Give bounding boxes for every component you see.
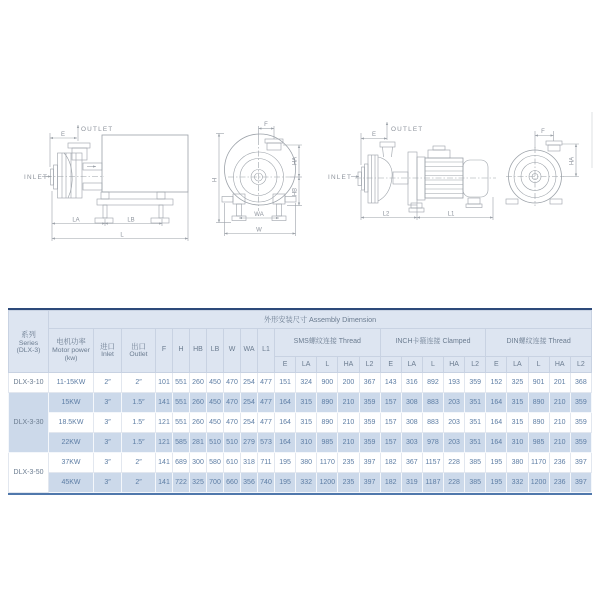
dim-label-e-right: E xyxy=(371,132,377,138)
outlet-label-right: OUTLET xyxy=(391,126,424,133)
table-cell: 351 xyxy=(465,413,486,433)
table-cell: 45KW xyxy=(49,473,94,493)
group-header-sms: SMS螺纹连接 Thread xyxy=(275,329,381,357)
table-cell: 3″ xyxy=(94,453,122,473)
table-cell: 203 xyxy=(444,433,465,453)
motor-power-header-cn: 电机功率 xyxy=(56,337,86,347)
table-cell: 228 xyxy=(444,453,465,473)
table-cell: 397 xyxy=(359,453,380,473)
table-cell: 151 xyxy=(275,373,296,393)
dim-label-lb: LB xyxy=(127,217,135,224)
table-cell: 1.5″ xyxy=(122,393,156,413)
table-cell: 978 xyxy=(422,433,443,453)
table-cell: 315 xyxy=(507,413,528,433)
table-cell: 3″ xyxy=(94,473,122,493)
table-cell: 397 xyxy=(570,473,591,493)
table-cell: 22KW xyxy=(49,433,94,453)
table-title: 外形安装尺寸 Assembly Dimension xyxy=(49,311,592,329)
table-cell: 260 xyxy=(190,413,207,433)
table-cell: 1170 xyxy=(317,453,338,473)
inlet-label-right: INLET xyxy=(328,174,353,181)
table-body xyxy=(9,373,592,493)
table-cell: 210 xyxy=(338,433,359,453)
table-cell: 164 xyxy=(275,393,296,413)
table-cell: 367 xyxy=(359,373,380,393)
table-cell: 1.5″ xyxy=(122,413,156,433)
dim-label-h: H xyxy=(212,177,219,183)
sub-col-header: HA xyxy=(549,357,570,373)
sub-col-header: L2 xyxy=(570,357,591,373)
table-cell: 892 xyxy=(422,373,443,393)
table-cell: 711 xyxy=(258,453,275,473)
inlet-header-cn: 进口 xyxy=(100,341,115,351)
table-cell: 210 xyxy=(549,413,570,433)
table-cell: 236 xyxy=(549,453,570,473)
outlet-header xyxy=(122,329,156,373)
table-cell: 660 xyxy=(224,473,241,493)
table-cell: 580 xyxy=(207,453,224,473)
table-cell: 477 xyxy=(258,413,275,433)
table-cell: 201 xyxy=(549,373,570,393)
outlet-label: OUTLET xyxy=(81,126,114,133)
table-cell: 210 xyxy=(338,393,359,413)
front-view-right xyxy=(506,112,592,206)
motor-power-header-sub: (kw) xyxy=(64,355,78,363)
table-cell: 164 xyxy=(486,433,507,453)
table-cell: 235 xyxy=(338,473,359,493)
table-cell: 397 xyxy=(359,473,380,493)
series-header-sub: (DLX-3) xyxy=(16,347,41,354)
table-cell: 121 xyxy=(156,433,173,453)
series-cell: DLX-3-50 xyxy=(9,453,49,493)
table-cell: 450 xyxy=(207,413,224,433)
dim-label-ha: HA xyxy=(292,156,299,166)
table-cell: 380 xyxy=(507,453,528,473)
table-cell: 11-15KW xyxy=(49,373,94,393)
table-cell: 193 xyxy=(444,373,465,393)
table-cell: 3″ xyxy=(94,393,122,413)
table-cell: 182 xyxy=(380,473,401,493)
assembly-dimension-table xyxy=(8,310,592,493)
table-cell: 316 xyxy=(401,373,422,393)
table-cell: 315 xyxy=(507,393,528,413)
table-cell: 359 xyxy=(570,413,591,433)
table-cell: 450 xyxy=(207,373,224,393)
table-cell: 722 xyxy=(173,473,190,493)
table-cell: 279 xyxy=(241,433,258,453)
dim-label-f: F xyxy=(264,122,268,128)
table-cell: 1.5″ xyxy=(122,433,156,453)
series-header-cn: 系列 xyxy=(21,330,36,339)
table-cell: 101 xyxy=(156,373,173,393)
sub-col-header: E xyxy=(380,357,401,373)
table-cell: 359 xyxy=(570,433,591,453)
table-cell: 551 xyxy=(173,373,190,393)
table-cell: 3″ xyxy=(94,433,122,453)
table-cell: 2″ xyxy=(122,453,156,473)
table-cell: 700 xyxy=(207,473,224,493)
table-cell: 890 xyxy=(528,393,549,413)
table-cell: 121 xyxy=(156,413,173,433)
motor-power-header xyxy=(49,329,94,373)
table-cell: 303 xyxy=(401,433,422,453)
table-cell: 1187 xyxy=(422,473,443,493)
dim-col-header-f: F xyxy=(156,329,173,373)
dim-col-header-h: H xyxy=(173,329,190,373)
table-cell: 470 xyxy=(224,413,241,433)
table-cell: 985 xyxy=(317,433,338,453)
dim-label-e: E xyxy=(60,132,66,138)
table-cell: 510 xyxy=(207,433,224,453)
table-cell: 315 xyxy=(296,413,317,433)
table-cell: 356 xyxy=(241,473,258,493)
series-header xyxy=(9,311,49,373)
sub-col-header: L xyxy=(317,357,338,373)
table-cell: 689 xyxy=(173,453,190,473)
table-cell: 210 xyxy=(549,433,570,453)
table-cell: 368 xyxy=(570,373,591,393)
table-cell: 210 xyxy=(338,413,359,433)
table-cell: 510 xyxy=(224,433,241,453)
sub-col-header: E xyxy=(486,357,507,373)
table-cell: 200 xyxy=(338,373,359,393)
sub-col-header: E xyxy=(275,357,296,373)
table-cell: 235 xyxy=(338,453,359,473)
table-cell: 310 xyxy=(296,433,317,453)
dim-label-wa: WA xyxy=(254,212,264,218)
sub-col-header: HA xyxy=(338,357,359,373)
sub-col-header: LA xyxy=(401,357,422,373)
sub-col-header: L xyxy=(528,357,549,373)
table-cell: 300 xyxy=(190,453,207,473)
table-cell: 397 xyxy=(570,453,591,473)
inlet-header-en: Inlet xyxy=(101,350,114,358)
table-cell: 477 xyxy=(258,393,275,413)
table-cell: 254 xyxy=(241,413,258,433)
table-cell: 1200 xyxy=(317,473,338,493)
dim-label-l1: L1 xyxy=(447,211,455,218)
dim-label-la: LA xyxy=(72,217,80,224)
inlet-header xyxy=(94,329,122,373)
dim-label-ha-right: HA xyxy=(569,156,576,166)
table-cell: 310 xyxy=(507,433,528,453)
table-cell: 260 xyxy=(190,373,207,393)
table-cell: 195 xyxy=(275,473,296,493)
table-cell: 164 xyxy=(275,433,296,453)
dim-label-hb: HB xyxy=(292,187,299,197)
table-cell: 203 xyxy=(444,413,465,433)
series-cell: DLX-3-30 xyxy=(9,393,49,453)
table-cell: 551 xyxy=(173,413,190,433)
table-cell: 325 xyxy=(507,373,528,393)
table-cell: 182 xyxy=(380,453,401,473)
table-cell: 900 xyxy=(317,373,338,393)
table-cell: 260 xyxy=(190,393,207,413)
table-cell: 203 xyxy=(444,393,465,413)
table-cell: 890 xyxy=(317,413,338,433)
table-cell: 254 xyxy=(241,373,258,393)
table-cell: 380 xyxy=(296,453,317,473)
table-cell: 157 xyxy=(380,433,401,453)
table-cell: 157 xyxy=(380,393,401,413)
table-cell: 1200 xyxy=(528,473,549,493)
table-cell: 359 xyxy=(359,393,380,413)
table-cell: 332 xyxy=(296,473,317,493)
table-cell: 477 xyxy=(258,373,275,393)
table-cell: 15KW xyxy=(49,393,94,413)
table-cell: 1170 xyxy=(528,453,549,473)
table-cell: 359 xyxy=(465,373,486,393)
table-cell: 883 xyxy=(422,413,443,433)
table-cell: 308 xyxy=(401,413,422,433)
table-cell: 2″ xyxy=(122,373,156,393)
table-cell: 195 xyxy=(275,453,296,473)
table-cell: 367 xyxy=(401,453,422,473)
pump-drawings-svg xyxy=(0,95,600,255)
table-cell: 585 xyxy=(173,433,190,453)
table-cell: 308 xyxy=(401,393,422,413)
dim-label-f-right: F xyxy=(541,129,545,135)
table-cell: 141 xyxy=(156,393,173,413)
group-header-inch: INCH卡箍连接 Clamped xyxy=(380,329,486,357)
table-cell: 319 xyxy=(401,473,422,493)
table-cell: 325 xyxy=(190,473,207,493)
table-cell: 470 xyxy=(224,393,241,413)
sub-col-header: HA xyxy=(444,357,465,373)
dim-col-header-w: W xyxy=(224,329,241,373)
table-cell: 318 xyxy=(241,453,258,473)
sub-col-header: LA xyxy=(507,357,528,373)
table-cell: 157 xyxy=(380,413,401,433)
table-cell: 3″ xyxy=(94,413,122,433)
group-header-din: DIN螺纹连接 Thread xyxy=(486,329,592,357)
table-cell: 210 xyxy=(549,393,570,413)
dim-col-header-l1: L1 xyxy=(258,329,275,373)
table-cell: 281 xyxy=(190,433,207,453)
table-cell: 385 xyxy=(465,453,486,473)
table-cell: 359 xyxy=(570,393,591,413)
dim-col-header-lb: LB xyxy=(207,329,224,373)
dim-label-l2: L2 xyxy=(382,211,390,218)
table-cell: 351 xyxy=(465,433,486,453)
sub-col-header: L xyxy=(422,357,443,373)
motor-power-header-en: Motor power xyxy=(52,346,90,354)
sub-col-header: L2 xyxy=(359,357,380,373)
table-cell: 195 xyxy=(486,453,507,473)
table-cell: 2″ xyxy=(122,473,156,493)
series-header-en: Series xyxy=(18,340,39,347)
table-cell: 450 xyxy=(207,393,224,413)
table-cell: 141 xyxy=(156,473,173,493)
table-cell: 1157 xyxy=(422,453,443,473)
table-cell: 228 xyxy=(444,473,465,493)
table-cell: 610 xyxy=(224,453,241,473)
sub-col-header: LA xyxy=(296,357,317,373)
table-cell: 164 xyxy=(486,413,507,433)
table-cell: 359 xyxy=(359,433,380,453)
table-cell: 890 xyxy=(528,413,549,433)
table-cell: 324 xyxy=(296,373,317,393)
table-cell: 470 xyxy=(224,373,241,393)
table-cell: 254 xyxy=(241,393,258,413)
table-cell: 164 xyxy=(275,413,296,433)
outlet-header-cn: 出口 xyxy=(131,341,146,351)
sub-col-header: L2 xyxy=(465,357,486,373)
table-cell: 195 xyxy=(486,473,507,493)
table-cell: 141 xyxy=(156,453,173,473)
table-cell: 740 xyxy=(258,473,275,493)
dim-col-header-wa: WA xyxy=(241,329,258,373)
table-cell: 551 xyxy=(173,393,190,413)
table-cell: 37KW xyxy=(49,453,94,473)
table-cell: 901 xyxy=(528,373,549,393)
table-cell: 18.5KW xyxy=(49,413,94,433)
table-cell: 164 xyxy=(486,393,507,413)
dim-col-header-hb: HB xyxy=(190,329,207,373)
table-cell: 573 xyxy=(258,433,275,453)
table-cell: 985 xyxy=(528,433,549,453)
table-cell: 351 xyxy=(465,393,486,413)
inlet-label: INLET xyxy=(24,174,49,181)
table-cell: 883 xyxy=(422,393,443,413)
series-cell: DLX-3-10 xyxy=(9,373,49,393)
pump-drawings xyxy=(0,95,600,255)
table-cell: 143 xyxy=(380,373,401,393)
side-view-left xyxy=(42,125,188,241)
outlet-header-en: Outlet xyxy=(129,350,148,358)
assembly-dimension-table-wrap xyxy=(8,308,592,495)
table-cell: 890 xyxy=(317,393,338,413)
table-cell: 236 xyxy=(549,473,570,493)
table-cell: 332 xyxy=(507,473,528,493)
table-cell: 315 xyxy=(296,393,317,413)
front-view-middle xyxy=(216,126,302,236)
table-cell: 385 xyxy=(465,473,486,493)
table-cell: 359 xyxy=(359,413,380,433)
table-cell: 152 xyxy=(486,373,507,393)
table-cell: 2″ xyxy=(94,373,122,393)
dim-label-w: W xyxy=(256,227,262,234)
dim-label-l: L xyxy=(120,232,124,239)
